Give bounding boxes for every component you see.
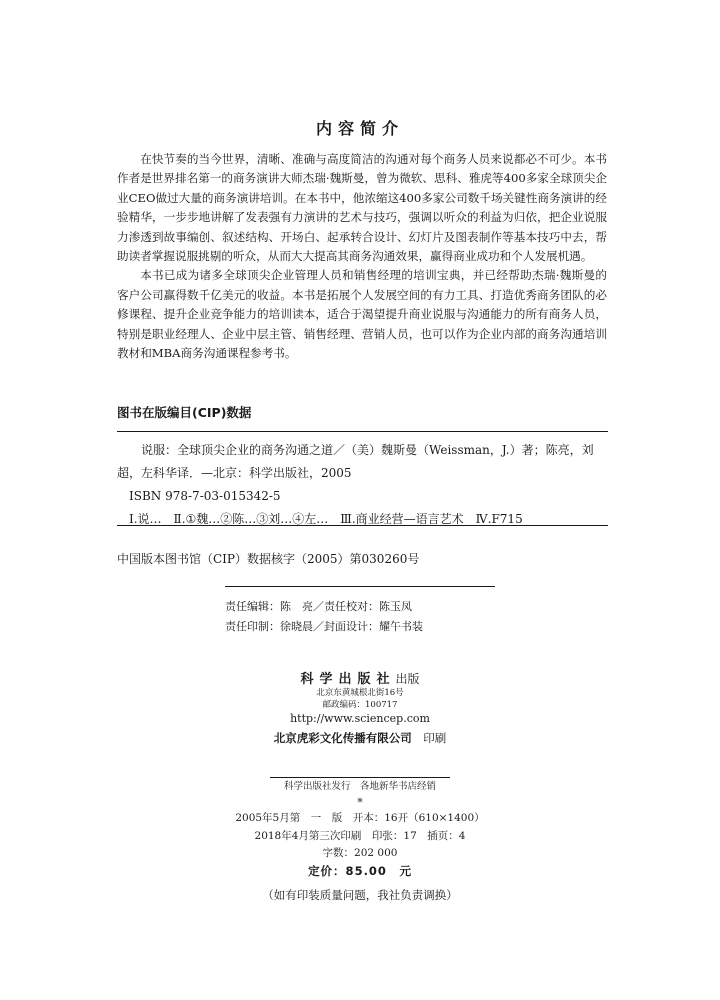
separator-star: *	[357, 796, 363, 809]
cip-line-2: 超，左科华译．—北京：科学出版社，2005	[117, 466, 352, 480]
intro-paragraph-2: 本书已成为诸多全球顶尖企业管理人员和销售经理的培训宝典，并已经帮助杰瑞·魏斯曼的客户公司赢得数千亿美元的收益。本书是拓展个人发展空间的有力工具、打造优秀商务团队的必修课程、提升企业竞争能力的培训读本，适合于渴望提升商业说服与沟通能力的所有商务人员，特别是职业经理人、企业中层主管、销售经理、营销人员，也可以作为企业内部的商务沟通培训教材和MBA商务沟通课程参考书。	[117, 268, 607, 361]
publisher-name	[0, 668, 720, 687]
printer-name	[0, 730, 720, 746]
intro-title: 内容简介	[315, 119, 404, 138]
distribution-block	[0, 775, 720, 809]
publisher-name-text: 科学出版社	[300, 672, 396, 687]
intro-paragraph-1: 在快节奏的当今世界，清晰、准确与高度简洁的沟通对每个商务人员来说都必不可少。本书作者是世界排名第一的商务演讲大师杰瑞·魏斯曼，曾为微软、思科、雅虎等400多家全球顶尖企业CEO做过大量的商务演讲培训。在本书中，他浓缩这400多家公司数千场关键性商务演讲的经验精华，一步步地讲解了发表强有力演讲的艺术与技巧，强调以听众的利益为归依，把企业说服力渗透到故事编创、叙述结构、开场白、起承转合设计、幻灯片及图表制作等基本技巧中去，帮助读者掌握说服挑剔的听众，从而大大提高其商务沟通效果，赢得商业成功和个人发展机遇。	[117, 152, 607, 264]
edition-notice: （如有印装质量问题，我社负责调换）	[262, 888, 458, 902]
edition-printing: 2018年4月第三次印刷 印张：17 插页：4	[254, 829, 466, 842]
edition-price: 定价：85.00 元	[308, 863, 412, 878]
distribution-line: 科学出版社发行 各地新华书店经销	[283, 781, 436, 792]
publisher-name-suffix: 出版	[395, 672, 420, 686]
edition-block	[0, 810, 720, 905]
staff-row-editors: 责任编辑：陈 亮／责任校对：陈玉凤	[225, 600, 412, 613]
edition-first: 2005年5月第 一 版 开本：16开（610×1400）	[235, 812, 485, 824]
edition-word-count: 字数：202 000	[322, 847, 398, 859]
printer-name-text: 北京虎彩文化传播有限公司	[273, 731, 412, 745]
cip-verification: 中国版本图书馆（CIP）数据核字（2005）第030260号	[117, 552, 420, 566]
publisher-postcode: 邮政编码：100717	[322, 700, 398, 710]
publisher-url: http://www.sciencep.com	[290, 712, 430, 725]
cip-record	[117, 439, 607, 531]
cip-classification: Ⅰ.说… Ⅱ.①魏…②陈…③刘…④左… Ⅲ.商业经营—语言艺术 Ⅳ.F715	[129, 512, 523, 526]
staff-credits	[225, 586, 495, 637]
intro-text	[117, 150, 607, 363]
printer-suffix: 印刷	[423, 731, 447, 745]
cip-heading: 图书在版编目(CIP)数据	[117, 405, 252, 420]
publisher-address: 北京东黄城根北街16号	[316, 688, 404, 698]
publisher-block	[0, 668, 720, 746]
cip-line-1: 说服：全球顶尖企业的商务沟通之道／（美）魏斯曼（Weissman，J.）著；陈亮，刘	[141, 443, 594, 457]
cip-isbn: ISBN 978-7-03-015342-5	[129, 489, 281, 503]
staff-row-production: 责任印制：徐晓晨／封面设计：耀午书装	[225, 620, 423, 633]
